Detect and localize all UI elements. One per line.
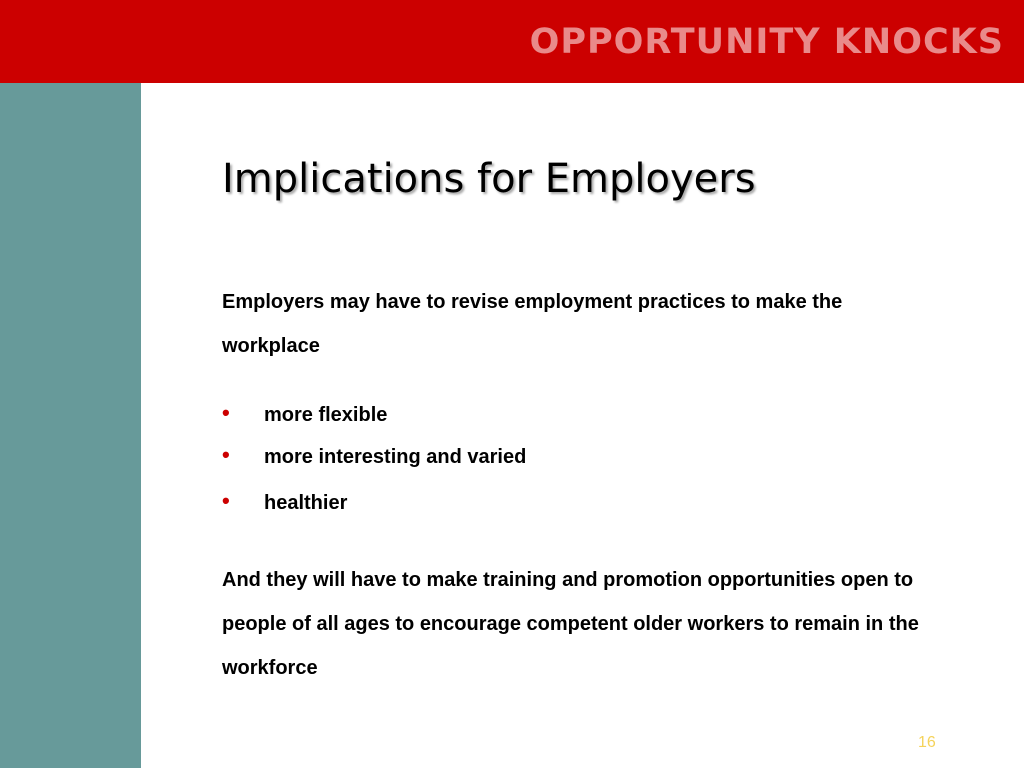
bullet-label: more interesting and varied — [264, 446, 527, 468]
slide-title: Implications for Employers — [222, 156, 756, 202]
bullet-icon: • — [222, 442, 230, 467]
bullet-icon: • — [222, 400, 230, 425]
bullet-label: healthier — [264, 492, 348, 514]
page-number: 16 — [918, 734, 936, 751]
closing-paragraph: And they will have to make training and promotion opportunities open to people of all ages to encourage competent older workers to remain in the workforce — [222, 569, 919, 679]
bullet-label: more flexible — [264, 404, 388, 426]
side-band — [0, 83, 141, 768]
header-band — [0, 0, 1024, 83]
brand-title: OPPORTUNITY KNOCKS — [529, 22, 1004, 62]
bullet-icon: • — [222, 488, 230, 513]
intro-paragraph: Employers may have to revise employment practices to make the workplace — [222, 291, 843, 357]
